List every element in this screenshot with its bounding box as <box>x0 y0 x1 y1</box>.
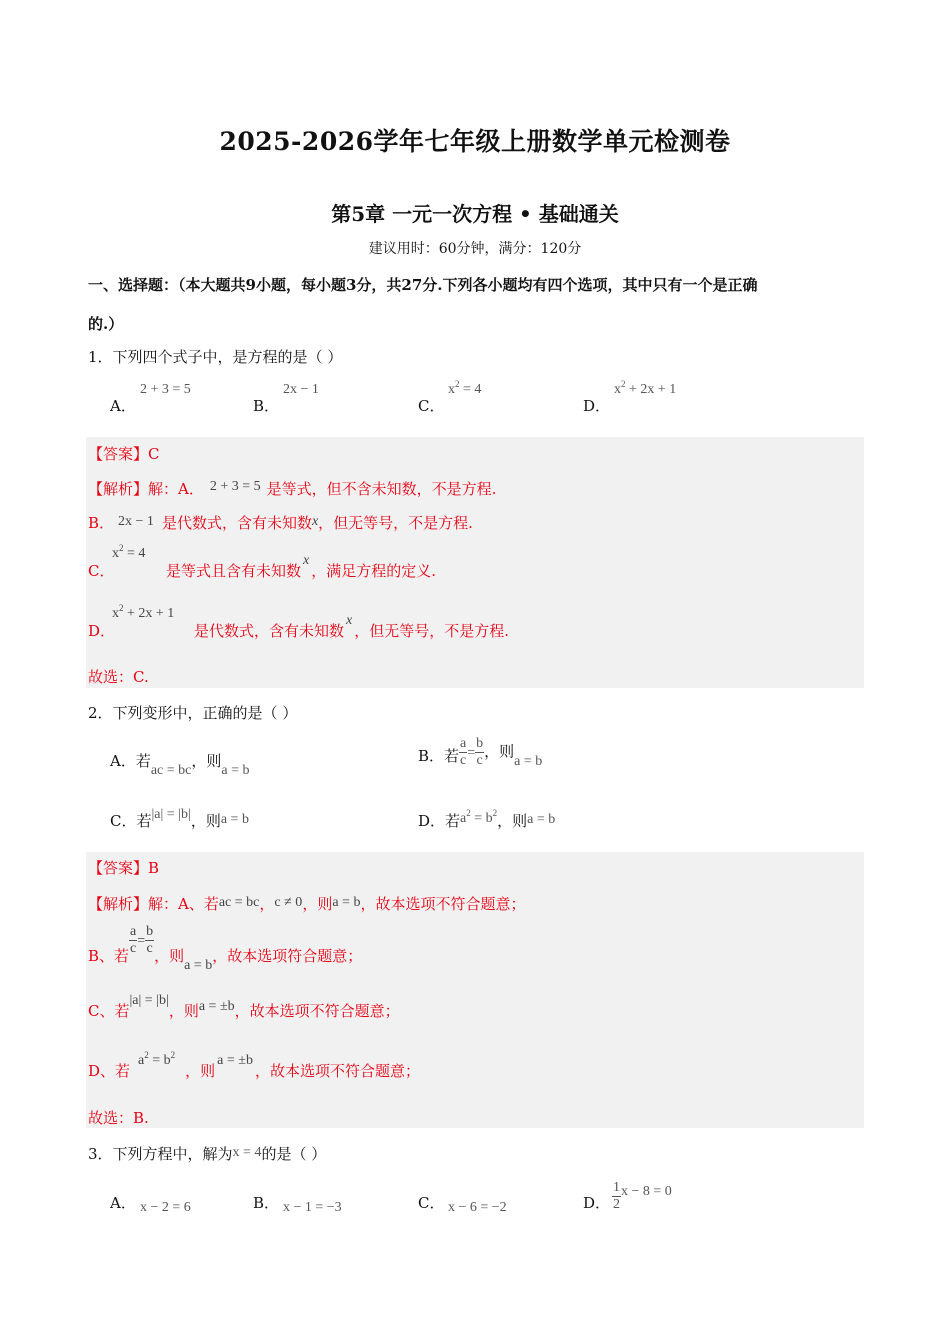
q1-analysis-c-text: 是等式且含有未知数x，满足方程的定义. <box>166 553 437 580</box>
q1-option-a-expr: 2 + 3 = 5 <box>140 382 191 397</box>
q2-analysis-d: D、若$a^2 = b^2$，则a = ±b，故本选项不符合题意； <box>88 1050 420 1080</box>
time-info: 建议用时：60分钟，满分：120分 <box>368 241 582 257</box>
q1-analysis-c-label: C． <box>88 562 115 580</box>
q1-option-b-expr: 2x − 1 <box>283 382 319 397</box>
q1-analysis-d-label: D． <box>88 622 116 640</box>
q3-option-b-label: B． <box>253 1194 280 1212</box>
page-title: 2025-2026学年七年级上册数学单元检测卷 <box>219 127 731 156</box>
q2-option-a: A．若ac = bc，则a = b <box>110 752 250 778</box>
question-2-stem: 2．下列变形中，正确的是（ ） <box>88 704 298 722</box>
q1-option-b-label: B． <box>253 397 280 415</box>
q1-final: 故选：C. <box>88 668 149 686</box>
q3-option-c-expr: x − 6 = −2 <box>448 1200 507 1215</box>
q3-option-a-label: A． <box>110 1194 136 1212</box>
q2-option-d: D．若$a^2 = b^2$，则a = b <box>418 808 556 830</box>
question-3-stem: 3．下列方程中，解为x = 4的是（ ） <box>88 1145 327 1163</box>
q3-option-d-expr: $\frac{1}{2}$ x − 8 = 0 <box>613 1180 672 1212</box>
q2-analysis-c: C、若|a| = |b|，则a = ±b，故本选项不符合题意； <box>88 993 400 1020</box>
q1-option-d-expr: $x^2 + 2x + 1$ <box>614 379 677 397</box>
q2-answer: 【答案】B <box>88 859 160 877</box>
q2-option-b: B．若 $\frac{a}{c}$ = $\frac{b}{c}$ ，则a = b <box>418 736 543 769</box>
q1-option-c-label: C． <box>418 397 445 415</box>
q2-final: 故选：B. <box>88 1109 149 1127</box>
q1-option-a-label: A． <box>110 397 136 415</box>
q1-analysis-d-text: 是代数式，含有未知数x，但无等号，不是方程. <box>194 613 510 640</box>
q3-option-b-expr: x − 1 = −3 <box>283 1200 342 1215</box>
q3-option-a-expr: x − 2 = 6 <box>140 1200 191 1215</box>
q1-analysis-d-expr: $x^2 + 2x + 1$ <box>112 603 175 621</box>
q1-option-c-expr: $x^2 = 4$ <box>448 379 482 397</box>
q3-option-d-label: D． <box>583 1194 611 1212</box>
q1-analysis-a: 【解析】解：A． 2 + 3 = 5 是等式，但不含未知数，不是方程. <box>88 479 497 498</box>
chapter-title: 第5章 一元一次方程 • 基础通关 <box>331 202 619 226</box>
q3-option-c-label: C． <box>418 1194 445 1212</box>
q2-option-c: C．若|a| = |b|，则a = b <box>110 807 249 830</box>
question-1-stem: 1．下列四个式子中，是方程的是（ ） <box>88 348 343 366</box>
q1-answer: 【答案】C <box>88 445 160 463</box>
q2-analysis-b: B、若 $\frac{a}{c}$ = $\frac{b}{c}$ ，则a = b，故本选项符合题意； <box>88 924 363 973</box>
section-heading: 一、选择题：（本大题共9小题，每小题3分，共27分.下列各小题均有四个选项，其中只有一个是正确 <box>88 276 758 294</box>
section-heading-cont: 的.） <box>88 315 124 333</box>
q2-analysis-a: 【解析】解：A、若ac = bc，c ≠ 0，则a = b，故本选项不符合题意； <box>88 895 526 913</box>
q1-analysis-b: B． 2x − 1 是代数式，含有未知数x，但无等号，不是方程. <box>88 514 473 532</box>
q1-analysis-c-expr: $x^2 = 4$ <box>112 543 146 561</box>
q1-option-d-label: D． <box>583 397 611 415</box>
